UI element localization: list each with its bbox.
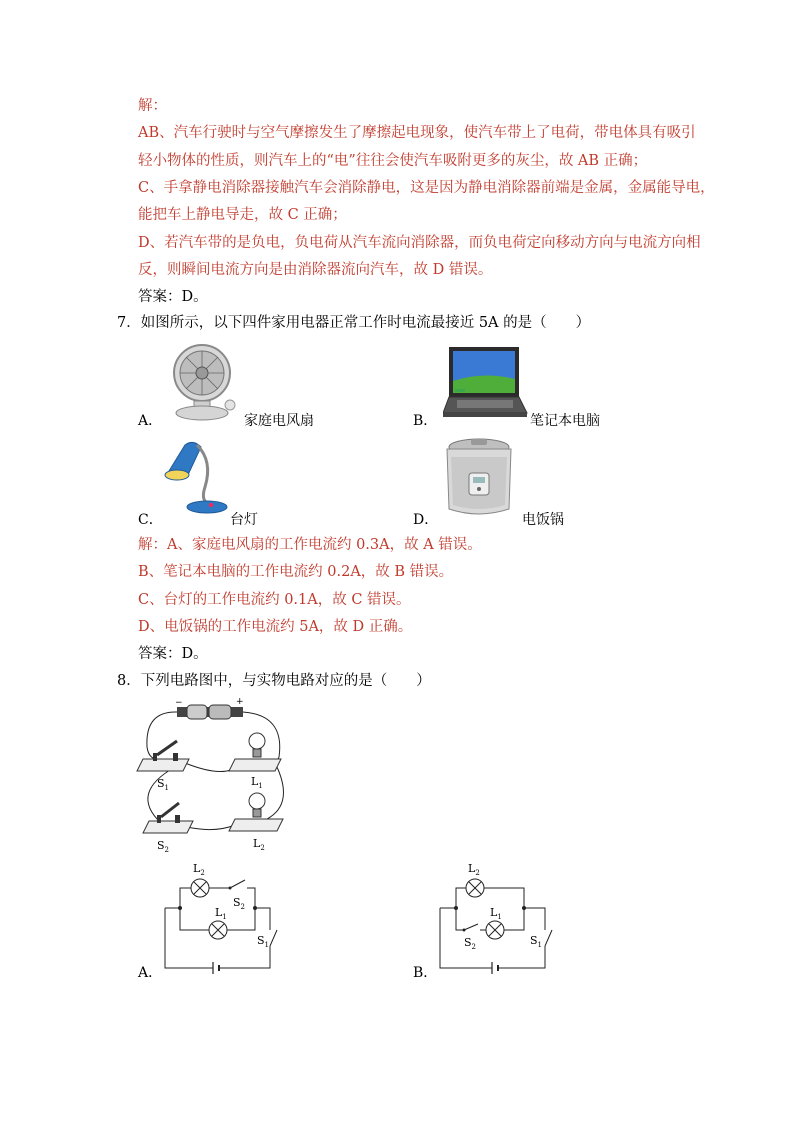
q7-option-c-name: 台灯 — [230, 512, 258, 528]
physical-s2-label: $S_2$ — [157, 839, 170, 854]
solution6-line-2: 轻小物体的性质，则汽车上的“电”往往会使汽车吸附更多的灰尘，故 AB 正确； — [138, 153, 648, 169]
physical-l2-label: $L_2$ — [253, 837, 265, 852]
option-b-l1-label: $L_1$ — [490, 906, 502, 921]
option-b-l2-label: $L_2$ — [468, 862, 480, 877]
q8-stem: 8．下列电路图中，与实物电路对应的是（ ） — [117, 673, 431, 689]
desk-lamp-image — [163, 437, 229, 517]
electric-fan-image — [166, 343, 242, 423]
q7-option-a-name: 家庭电风扇 — [244, 413, 314, 429]
q7-option-b-name: 笔记本电脑 — [530, 413, 600, 429]
q7-solution-line-4: D、电饭锅的工作电流约 5A，故 D 正确。 — [138, 619, 413, 635]
solution6-line-6: 反，则瞬间电流方向是由消除器流向汽车，故 D 错误。 — [138, 262, 493, 278]
option-a-l2-label: $L_2$ — [193, 862, 205, 877]
q7-option-c-letter: C． — [138, 512, 163, 528]
solution6-line-1: AB、汽车行驶时与空气摩擦发生了摩擦起电现象，使汽车带上了电荷，带电体具有吸引 — [138, 125, 696, 141]
solution6-answer: 答案：D。 — [138, 289, 208, 305]
q8-option-a-letter: A． — [138, 965, 163, 981]
option-a-s1-label: $S_1$ — [257, 934, 270, 949]
q7-answer: 答案：D。 — [138, 646, 208, 662]
laptop-image — [443, 345, 529, 421]
option-b-s2-label: $S_2$ — [464, 936, 477, 951]
solution6-line-3: C、手拿静电消除器接触汽车会消除静电，这是因为静电消除器前端是金属，金属能导电， — [138, 180, 715, 196]
q7-stem: 7．如图所示，以下四件家用电器正常工作时电流最接近 5A 的是（ ） — [117, 315, 591, 331]
q7-solution-line-2: B、笔记本电脑的工作电流约 0.2A，故 B 错误。 — [138, 564, 454, 580]
q7-solution-line-1: 解：A、家庭电风扇的工作电流约 0.3A，故 A 错误。 — [138, 537, 482, 553]
physical-s1-label: $S_1$ — [157, 777, 170, 792]
solution6-head: 解： — [138, 98, 167, 114]
q7-option-d-letter: D． — [413, 512, 439, 528]
solution6-line-5: D、若汽车带的是负电，负电荷从汽车流向消除器，而负电荷定向移动方向与电流方向相 — [138, 235, 701, 251]
q7-option-b-letter: B． — [413, 413, 438, 429]
q7-option-a-letter: A． — [138, 413, 163, 429]
battery-minus-label: − — [175, 698, 183, 708]
option-a-l1-label: $L_1$ — [215, 906, 227, 921]
option-b-s1-label: $S_1$ — [530, 934, 543, 949]
physical-circuit-image — [135, 697, 295, 857]
solution6-line-4: 能把车上静电导走，故 C 正确； — [138, 207, 347, 223]
q7-option-d-name: 电饭锅 — [522, 512, 564, 528]
circuit-option-a — [155, 858, 280, 978]
battery-plus-label: + — [236, 697, 244, 707]
q8-option-b-letter: B． — [413, 965, 438, 981]
physical-l1-label: $L_1$ — [251, 775, 263, 790]
q7-solution-line-3: C、台灯的工作电流约 0.1A，故 C 错误。 — [138, 592, 411, 608]
option-a-s2-label: $S_2$ — [233, 896, 246, 911]
circuit-option-b — [432, 858, 557, 978]
rice-cooker-image — [441, 437, 517, 521]
